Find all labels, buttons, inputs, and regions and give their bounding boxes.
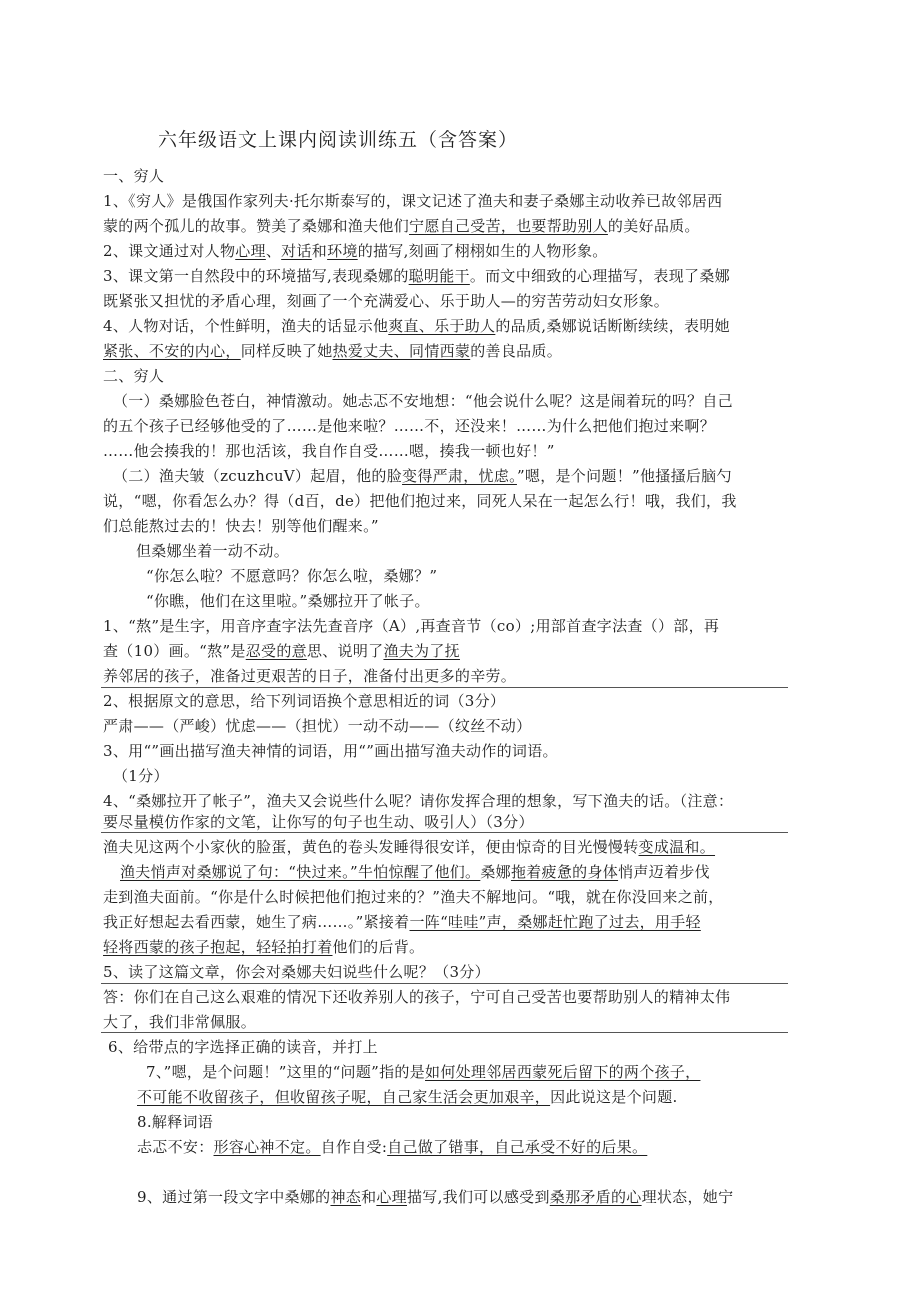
underlined-answer: 宁愿自己受苦，也要帮助别人	[409, 217, 608, 235]
underlined-answer: 渔夫悄声对桑娜说了句：“快过来。”牛怕惊醒了他们。	[120, 863, 481, 881]
question-2: 2、根据原文的意思，给下列词语换个意思相近的词（3分）	[103, 692, 506, 710]
sec1-p4-line1	[103, 316, 730, 336]
text: 忐忑不安：	[137, 1138, 214, 1156]
underlined-answer: 自己做了错事，自己承受不好的后果。	[387, 1138, 648, 1156]
page-title: 六年级语文上课内阅读训练五（含答案）	[158, 129, 519, 151]
answer-1: 养邻居的孩子，准备过更艰苦的日子，准备付出更多的辛劳。	[103, 667, 517, 685]
answer-4-line3: 走到渔夫面前。“你是什么时候把他们抱过来的？”渔夫不解地问。“哦，就在你没回来之前，	[103, 888, 724, 906]
passage-line: 但桑娜坐着一动不动。	[136, 542, 290, 560]
text: 的善良品质。	[470, 342, 563, 360]
underlined-answer: 聪明能干	[408, 267, 470, 285]
answer-2: 严肃——（严峻）忧虑——（担忧）一动不动——（纹丝不动）	[103, 717, 532, 735]
question-4-line1: 4、“桑娜拉开了帐子”，渔夫又会说些什么呢？请你发挥合理的想象，写下渔夫的话。（注意：	[103, 792, 734, 810]
underlined-answer: 变得严肃，忧虑。	[402, 467, 517, 485]
answer-rule	[101, 687, 788, 688]
underlined-answer: 热爱丈夫、同情西蒙	[332, 342, 471, 360]
underlined-answer: 形容心神不定。	[213, 1138, 321, 1156]
sec1-p3-line1	[103, 266, 730, 286]
passage-2-line1	[113, 466, 732, 486]
underlined-answer: 拖着疲惫的身体	[510, 863, 619, 881]
underlined-answer: 桑那矛盾的心	[549, 1188, 642, 1206]
text: 思、说明了	[306, 642, 384, 660]
question-4-line2: 要尽量模仿作家的文笔，让你写的句子也生动、吸引人）（3分）	[103, 813, 534, 831]
text: 因此说这是个问题.	[550, 1088, 678, 1106]
answer-4-line1	[103, 837, 715, 857]
underlined-answer: 环境	[327, 242, 358, 260]
underlined-answer: 对话	[281, 242, 312, 260]
text: 、	[265, 242, 282, 260]
answer-rule	[101, 1032, 788, 1033]
answer-8	[137, 1137, 647, 1157]
underlined-answer: 轻将西蒙的孩子抱起，轻轻拍打着	[103, 938, 333, 956]
text: 3、课文第一自然段中的环境描写,表现桑娜的	[103, 267, 409, 285]
sec1-p1-line2	[103, 216, 700, 236]
text: 和	[311, 242, 328, 260]
text: ”嗯，是个问题！”他搔搔后脑勺	[516, 467, 732, 485]
underlined-answer: 一阵“哇哇”声，桑娜赶忙跑了过去，用手轻	[409, 913, 701, 931]
question-9	[137, 1187, 733, 1207]
question-1-line1: 1、“熬”是生字，用音序查字法先查音序（A）,再查音节（co）;用部首查字法查（）部，再	[103, 617, 720, 635]
text: 的描写,刻画了栩栩如生的人物形象。	[357, 242, 608, 260]
question-3-score: （1分）	[113, 767, 169, 785]
underlined-answer: 心理	[235, 242, 266, 260]
text: 桑娜	[480, 863, 511, 881]
sec1-p1-line1: 1、《穷人》是俄国作家列夫·托尔斯泰写的，课文记述了渔夫和妻子桑娜主动收养已故邻居西	[103, 192, 723, 210]
question-7-line2	[137, 1087, 678, 1107]
sec1-p2	[103, 241, 608, 261]
text: 渔夫见这两个小家伙的脸蛋，黄色的卷头发睡得很安详，便由惊奇的目光慢慢转	[103, 838, 639, 856]
answer-5-line1: 答：你们在自己这么艰难的情况下还收养别人的孩子，宁可自己受苦也要帮助别人的精神太伟	[103, 988, 731, 1006]
text: （二）渔夫皱（zcuzhcuV）起眉，他的脸	[113, 467, 403, 485]
answer-rule	[101, 983, 788, 984]
text: 蒙的两个孤儿的故事。赞美了桑娜和渔夫他们	[103, 217, 410, 235]
question-1-line2	[103, 641, 460, 661]
underlined-answer: 爽直、乐于助人	[388, 317, 496, 335]
text: 理状态，她宁	[641, 1188, 734, 1206]
underlined-answer: 如何处理邻居西蒙死后留下的两个孩子，	[425, 1063, 701, 1081]
text: 的美好品质。	[607, 217, 700, 235]
passage-line: “你瞧，他们在这里啦。”桑娜拉开了帐子。	[146, 592, 430, 610]
sec1-p4-line2	[103, 341, 562, 361]
passage-1-line2: 的五个孩子已经够他受的了……是他来啦？……不，还没来！……为什么把他们抱过来啊？	[103, 417, 716, 435]
text: 的品质,桑娜说话断断续续，表明她	[495, 317, 730, 335]
section-1-heading: 一、穷人	[103, 167, 165, 185]
underlined-answer: 渔夫为了抚	[383, 642, 460, 660]
text: 4、人物对话，个性鲜明，渔夫的话显示他	[103, 317, 389, 335]
text: 描写,我们可以感受到	[406, 1188, 550, 1206]
question-3: 3、用“”画出描写渔夫神情的词语，用“”画出描写渔夫动作的词语。	[103, 742, 558, 760]
text: 悄声迈着步伐	[618, 863, 710, 881]
passage-1-line1: （一）桑娜脸色苍白，神情激动。她忐忑不安地想：“他会说什么呢？这是闹着玩的吗？自己	[113, 392, 733, 410]
answer-4-line4	[103, 912, 701, 932]
text: 7、”嗯，是个问题！”这里的“问题”指的是	[146, 1063, 426, 1081]
passage-line: “你怎么啦？不愿意吗？你怎么啦，桑娜？”	[146, 567, 438, 585]
question-7-line1	[146, 1062, 700, 1082]
text: 2、课文通过对人物	[103, 242, 236, 260]
text: 查（10）画。“熬”是	[103, 642, 246, 660]
underlined-answer: 紧张、不安的内心，	[103, 342, 241, 360]
question-8: 8.解释词语	[137, 1113, 214, 1131]
underlined-answer: 心理	[376, 1188, 407, 1206]
answer-5-line2: 大了，我们非常佩服。	[103, 1013, 257, 1031]
underlined-answer: 不可能不收留孩子，但收留孩子呢，自己家生活会更加艰辛，	[137, 1088, 551, 1106]
answer-4-line5	[103, 937, 424, 957]
underlined-answer: 忍受的意	[245, 642, 307, 660]
passage-1-line3: ……他会揍我的！那也活该，我自作自受……嗯，揍我一顿也好！”	[103, 442, 555, 460]
passage-2-line3: 们总能熬过去的！快去！别等他们醒来。”	[103, 517, 379, 535]
underlined-answer: 神态	[330, 1188, 362, 1206]
text: 同样反映了她	[240, 342, 333, 360]
question-6: 6、给带点的字选择正确的读音，并打上	[108, 1038, 378, 1056]
text: 和	[361, 1188, 377, 1206]
text: 我正好想起去看西蒙，她生了病……。”紧接着	[103, 913, 410, 931]
underlined-answer: 变成温和。	[638, 838, 716, 856]
text: 他们的后背。	[332, 938, 425, 956]
passage-2-line2: 说，“嗯，你看怎么办？得（d百，de）把他们抱过来，同死人呆在一起怎么行！哦，我们，我	[103, 492, 737, 510]
text: 自作自受:	[320, 1138, 388, 1156]
section-2-heading: 二、穷人	[103, 367, 165, 385]
text: 。而文中细致的心理描写，表现了桑娜	[469, 267, 730, 285]
question-5: 5、读了这篇文章，你会对桑娜夫妇说些什么呢？（3分）	[103, 963, 490, 981]
answer-rule	[101, 832, 788, 833]
answer-4-line2	[120, 862, 710, 882]
text: 9、通过第一段文字中桑娜的	[137, 1188, 331, 1206]
sec1-p3-line2: 既紧张又担忧的矛盾心理，刻画了一个充满爱心、乐于助人—的穷苦劳动妇女形象。	[103, 292, 670, 310]
